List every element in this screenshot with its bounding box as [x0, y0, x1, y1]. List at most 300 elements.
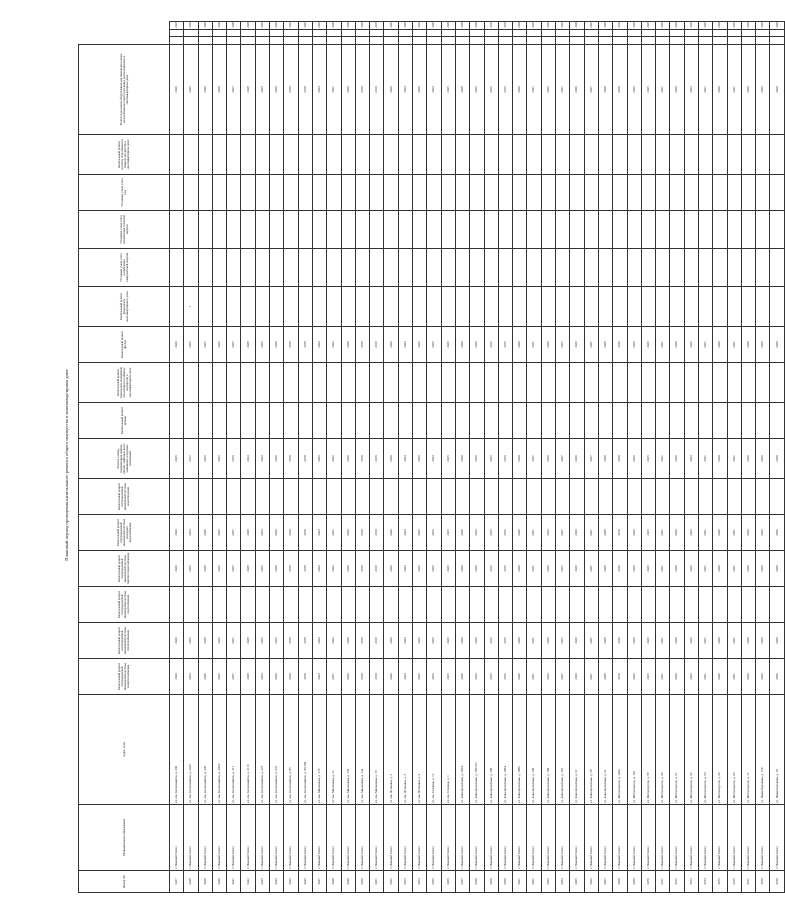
year-cell — [470, 287, 484, 327]
table-row — [541, 22, 555, 893]
year-cell: 2023 — [427, 327, 441, 363]
year-cell — [327, 479, 341, 515]
year-cell — [198, 211, 212, 249]
table-row — [441, 22, 455, 893]
municipality-cell: г. Нижний Тагил — [513, 805, 527, 871]
year-cell — [270, 403, 284, 439]
year-cell: 2024 — [398, 659, 412, 695]
address-cell: ул. Кинопрокатная, д. 110 — [556, 695, 570, 805]
year-cell — [327, 135, 341, 175]
year-cell: 2019 — [613, 623, 627, 659]
year-cell: 2028 — [398, 22, 412, 30]
table-row — [384, 22, 398, 893]
year-cell — [698, 363, 712, 403]
year-cell: 2026 — [212, 515, 226, 551]
year-cell — [727, 363, 741, 403]
year-cell — [455, 287, 469, 327]
year-cell — [584, 175, 598, 211]
row-number-cell: 3455 — [427, 871, 441, 893]
year-cell: 2031 — [527, 22, 541, 30]
table-row — [241, 22, 255, 893]
year-cell — [355, 211, 369, 249]
year-cell: 2026 — [413, 623, 427, 659]
year-cell: 2031 — [355, 22, 369, 30]
schedule-table — [78, 21, 785, 893]
year-cell — [284, 175, 298, 211]
year-cell — [670, 403, 684, 439]
table-row — [770, 22, 784, 893]
year-cell — [684, 249, 698, 287]
year-cell — [613, 403, 627, 439]
year-cell: 2030 — [198, 551, 212, 587]
year-cell — [741, 587, 755, 623]
year-cell: 2019 — [613, 439, 627, 479]
year-cell: 2028 — [455, 439, 469, 479]
row-number-cell: 3470 — [641, 871, 655, 893]
year-cell: 2027 — [255, 22, 269, 30]
column-header: Капитальный ремонт внутридомовой инженерной системы электроснабжения — [79, 659, 170, 695]
year-cell — [455, 363, 469, 403]
year-cell: 2020 — [341, 659, 355, 695]
year-cell — [270, 249, 284, 287]
year-cell — [212, 479, 226, 515]
year-cell — [613, 29, 627, 37]
year-cell: 2026 — [627, 551, 641, 587]
row-number-cell: 3461 — [513, 871, 527, 893]
year-cell — [470, 175, 484, 211]
year-cell — [312, 587, 326, 623]
year-cell — [170, 29, 184, 37]
year-cell — [341, 249, 355, 287]
municipality-cell: г. Нижний Тагил — [570, 805, 584, 871]
year-cell: 2020 — [170, 45, 184, 135]
year-cell — [698, 37, 712, 45]
year-cell — [656, 403, 670, 439]
year-cell — [255, 175, 269, 211]
year-cell — [770, 363, 784, 403]
year-cell: 2020 — [670, 45, 684, 135]
year-cell: 2020 — [741, 515, 755, 551]
year-cell — [556, 363, 570, 403]
year-cell: 2025 — [641, 22, 655, 30]
year-cell — [241, 37, 255, 45]
year-cell: 2029 — [770, 659, 784, 695]
year-cell: 2019 — [284, 551, 298, 587]
address-cell: ул. им. Космонавтов, д. 231 — [270, 695, 284, 805]
year-cell — [398, 249, 412, 287]
year-cell: 2028 — [241, 551, 255, 587]
year-cell: 2018 — [355, 623, 369, 659]
year-cell: 2024 — [241, 439, 255, 479]
column-header: Капитальный ремонт лестниц, относящихся к общему имуществу в многоквартирном доме — [79, 135, 170, 175]
year-cell — [484, 587, 498, 623]
year-cell: 2027 — [413, 22, 427, 30]
municipality-cell: г. Нижний Тагил — [684, 805, 698, 871]
year-cell: 2026 — [198, 439, 212, 479]
year-cell: 2030 — [212, 22, 226, 30]
row-number-cell: 3473 — [684, 871, 698, 893]
address-cell: ул. им. Малышева, д. 13а — [355, 695, 369, 805]
year-cell — [270, 211, 284, 249]
year-cell: 2026 — [170, 439, 184, 479]
year-cell: 2028 — [598, 623, 612, 659]
year-cell: 2027 — [227, 45, 241, 135]
year-cell — [641, 37, 655, 45]
year-cell — [413, 175, 427, 211]
year-cell: 2019 — [370, 551, 384, 587]
year-cell — [298, 135, 312, 175]
year-cell: 2031 — [727, 439, 741, 479]
year-cell — [198, 175, 212, 211]
year-cell — [427, 135, 441, 175]
year-cell — [584, 249, 598, 287]
municipality-cell: г. Нижний Тагил — [170, 805, 184, 871]
year-cell — [656, 37, 670, 45]
year-cell — [270, 479, 284, 515]
table-row — [284, 22, 298, 893]
year-cell — [541, 587, 555, 623]
year-cell — [427, 249, 441, 287]
column-header: Капитальный ремонт внутридомовой инженерной системы холодного водоснабжения — [79, 515, 170, 551]
year-cell — [627, 403, 641, 439]
year-cell: 2026 — [470, 623, 484, 659]
year-cell: 2018 — [355, 327, 369, 363]
year-cell — [656, 135, 670, 175]
year-cell — [455, 249, 469, 287]
year-cell: 2027 — [227, 327, 241, 363]
year-cell: 2029 — [713, 45, 727, 135]
table-row — [170, 22, 184, 893]
year-cell — [370, 479, 384, 515]
year-cell: 2023 — [255, 45, 269, 135]
year-cell: 2027 — [584, 45, 598, 135]
table-row — [613, 22, 627, 893]
year-cell — [298, 29, 312, 37]
year-cell — [513, 249, 527, 287]
year-cell — [756, 211, 770, 249]
year-cell — [584, 287, 598, 327]
year-cell — [698, 211, 712, 249]
year-cell: 2021 — [656, 659, 670, 695]
municipality-cell: г. Нижний Тагил — [327, 805, 341, 871]
year-cell — [513, 403, 527, 439]
year-cell — [227, 211, 241, 249]
year-cell: 2029 — [770, 45, 784, 135]
table-row — [312, 22, 326, 893]
year-cell: 2025 — [641, 327, 655, 363]
year-cell — [184, 587, 198, 623]
municipality-cell: г. Нижний Тагил — [598, 805, 612, 871]
year-cell — [227, 175, 241, 211]
year-cell — [312, 287, 326, 327]
year-cell: 2026 — [541, 659, 555, 695]
year-cell: 2021 — [227, 623, 241, 659]
year-cell — [184, 37, 198, 45]
year-cell — [284, 37, 298, 45]
year-cell — [184, 175, 198, 211]
year-cell: 2028 — [241, 515, 255, 551]
year-cell: 2026 — [184, 22, 198, 30]
year-cell: 2026 — [470, 327, 484, 363]
municipality-cell: г. Нижний Тагил — [212, 805, 226, 871]
column-header: Капитальный ремонт подвальных помещений, относящихся к общему имуществу в многоквартирном доме — [79, 363, 170, 403]
year-cell — [398, 403, 412, 439]
row-number-cell: 3448 — [327, 871, 341, 893]
year-cell — [227, 135, 241, 175]
year-cell — [327, 175, 341, 211]
table-row — [656, 22, 670, 893]
year-cell: 2024 — [284, 22, 298, 30]
year-cell — [513, 135, 527, 175]
year-cell: 2028 — [455, 623, 469, 659]
year-cell: 2021 — [656, 22, 670, 30]
year-cell — [470, 135, 484, 175]
year-cell: 2019 — [370, 439, 384, 479]
table-row — [184, 22, 198, 893]
year-cell — [312, 249, 326, 287]
year-cell: 2025 — [170, 22, 184, 30]
year-cell — [541, 479, 555, 515]
year-cell — [484, 287, 498, 327]
column-header: Установка узлов учета потребления тепловой энергии — [79, 211, 170, 249]
year-cell — [227, 363, 241, 403]
year-cell: 2029 — [713, 439, 727, 479]
year-cell: 2019 — [370, 623, 384, 659]
year-cell: 2020 — [270, 659, 284, 695]
year-cell: 2015 — [484, 623, 498, 659]
table-row — [484, 22, 498, 893]
year-cell: 2028 — [598, 439, 612, 479]
year-cell: 2029 — [513, 551, 527, 587]
address-cell: ул. Кинопрокатная, д. 108 — [484, 695, 498, 805]
year-cell: 2016 — [498, 45, 512, 135]
year-cell — [212, 135, 226, 175]
year-cell — [427, 175, 441, 211]
year-cell — [427, 211, 441, 249]
year-cell: 2021 — [656, 551, 670, 587]
year-cell: 2025 — [641, 45, 655, 135]
year-cell: 2027 — [298, 22, 312, 30]
year-cell — [613, 249, 627, 287]
year-cell: 2026 — [312, 22, 326, 30]
year-cell: 2021 — [698, 515, 712, 551]
table-row — [570, 22, 584, 893]
year-cell — [656, 249, 670, 287]
year-cell — [212, 249, 226, 287]
year-cell: 2026 — [627, 22, 641, 30]
row-number-cell: 3438 — [184, 871, 198, 893]
year-cell: 2027 — [556, 659, 570, 695]
year-cell — [498, 287, 512, 327]
year-cell — [727, 403, 741, 439]
year-cell: 2031 — [727, 551, 741, 587]
year-cell — [513, 587, 527, 623]
year-cell — [527, 249, 541, 287]
table-row — [355, 22, 369, 893]
row-number-cell: 3465 — [570, 871, 584, 893]
table-row — [756, 22, 770, 893]
year-cell: 2027 — [556, 515, 570, 551]
row-number-cell: 3458 — [470, 871, 484, 893]
municipality-cell: г. Нижний Тагил — [241, 805, 255, 871]
year-cell: 2018 — [298, 659, 312, 695]
year-cell — [713, 249, 727, 287]
year-cell: 2016 — [498, 515, 512, 551]
year-cell: 2015 — [484, 45, 498, 135]
year-cell: 1 — [184, 287, 198, 327]
year-cell: 2026 — [541, 22, 555, 30]
row-number-cell: 3443 — [255, 871, 269, 893]
year-cell — [327, 249, 341, 287]
table-row — [741, 22, 755, 893]
year-cell — [556, 135, 570, 175]
year-cell: 2015 — [484, 22, 498, 30]
year-cell — [513, 479, 527, 515]
year-cell — [741, 135, 755, 175]
year-cell — [484, 175, 498, 211]
year-cell: 2030 — [198, 45, 212, 135]
year-cell — [613, 175, 627, 211]
year-cell: 2026 — [756, 623, 770, 659]
year-cell — [656, 363, 670, 403]
year-cell: 2020 — [384, 623, 398, 659]
year-cell — [698, 287, 712, 327]
year-cell — [556, 403, 570, 439]
year-cell — [484, 37, 498, 45]
year-cell: 2019 — [284, 659, 298, 695]
year-cell — [184, 29, 198, 37]
year-cell — [341, 135, 355, 175]
year-cell — [427, 479, 441, 515]
year-cell: 2031 — [527, 659, 541, 695]
year-cell — [341, 587, 355, 623]
municipality-cell: г. Нижний Тагил — [298, 805, 312, 871]
year-cell: 2026 — [413, 551, 427, 587]
year-cell — [398, 175, 412, 211]
year-cell: 2027 — [584, 515, 598, 551]
year-cell: 2030 — [570, 515, 584, 551]
year-cell — [598, 403, 612, 439]
table-body — [170, 22, 785, 893]
year-cell — [255, 135, 269, 175]
year-cell — [212, 211, 226, 249]
year-cell: 2021 — [656, 515, 670, 551]
year-cell: 2030 — [241, 22, 255, 30]
year-cell — [255, 479, 269, 515]
year-cell — [470, 29, 484, 37]
year-cell — [184, 479, 198, 515]
year-cell — [498, 249, 512, 287]
year-cell: 2030 — [227, 22, 241, 30]
year-cell — [312, 403, 326, 439]
year-cell — [455, 587, 469, 623]
year-cell: 2020 — [170, 327, 184, 363]
year-cell — [527, 287, 541, 327]
year-cell — [598, 135, 612, 175]
year-cell — [627, 29, 641, 37]
year-cell: 2020 — [741, 45, 755, 135]
year-cell: 2026 — [541, 551, 555, 587]
municipality-cell: г. Нижний Тагил — [355, 805, 369, 871]
year-cell: 2020 — [384, 327, 398, 363]
column-header: Капитальный ремонт внутридомовой инженерной системы водоотведения — [79, 479, 170, 515]
municipality-cell: г. Нижний Тагил — [756, 805, 770, 871]
year-cell — [413, 363, 427, 403]
year-cell — [541, 287, 555, 327]
year-cell — [741, 287, 755, 327]
year-cell — [384, 363, 398, 403]
year-cell — [170, 249, 184, 287]
year-cell: 2029 — [513, 515, 527, 551]
year-cell: 2020 — [384, 439, 398, 479]
year-cell: 2027 — [327, 659, 341, 695]
year-cell: 2031 — [527, 623, 541, 659]
year-cell — [212, 403, 226, 439]
year-cell — [398, 587, 412, 623]
year-cell — [641, 135, 655, 175]
row-number-cell: 3471 — [656, 871, 670, 893]
year-cell — [770, 135, 784, 175]
year-cell — [327, 587, 341, 623]
year-cell — [184, 363, 198, 403]
address-cell: ул. Кинопрокатная, д. 108А — [498, 695, 512, 805]
year-cell — [770, 403, 784, 439]
year-cell — [670, 37, 684, 45]
year-cell: 2020 — [270, 327, 284, 363]
year-cell — [670, 587, 684, 623]
year-cell — [270, 363, 284, 403]
year-cell: 2025 — [641, 623, 655, 659]
year-cell: 2016 — [498, 623, 512, 659]
year-cell — [770, 587, 784, 623]
municipality-cell: г. Нижний Тагил — [312, 805, 326, 871]
year-cell — [298, 287, 312, 327]
year-cell — [441, 37, 455, 45]
year-cell — [527, 211, 541, 249]
year-cell — [455, 175, 469, 211]
year-cell: 2029 — [513, 22, 527, 30]
year-cell — [670, 287, 684, 327]
year-cell: 2024 — [312, 45, 326, 135]
row-number-cell: 3479 — [770, 871, 784, 893]
year-cell — [498, 175, 512, 211]
year-cell — [241, 135, 255, 175]
year-cell — [584, 363, 598, 403]
year-cell — [341, 363, 355, 403]
year-cell: 2024 — [312, 327, 326, 363]
year-cell: 2019 — [284, 439, 298, 479]
year-cell: 2020 — [170, 623, 184, 659]
year-cell: 2018 — [298, 439, 312, 479]
address-cell: ул. им. Космонавтов, д. 211б — [241, 695, 255, 805]
row-number-cell: 3453 — [398, 871, 412, 893]
year-cell: 2030 — [198, 659, 212, 695]
year-cell — [727, 587, 741, 623]
year-cell: 2020 — [670, 439, 684, 479]
year-cell: 2021 — [698, 551, 712, 587]
year-cell: 2027 — [584, 327, 598, 363]
year-cell — [770, 211, 784, 249]
year-cell — [355, 587, 369, 623]
year-cell: 2026 — [470, 659, 484, 695]
address-cell: ул. им. Пушкина, д. 4 — [413, 695, 427, 805]
year-cell — [212, 29, 226, 37]
year-cell: 2029 — [713, 659, 727, 695]
row-number-cell: 3466 — [584, 871, 598, 893]
year-cell — [255, 37, 269, 45]
year-cell — [341, 403, 355, 439]
year-cell — [384, 587, 398, 623]
